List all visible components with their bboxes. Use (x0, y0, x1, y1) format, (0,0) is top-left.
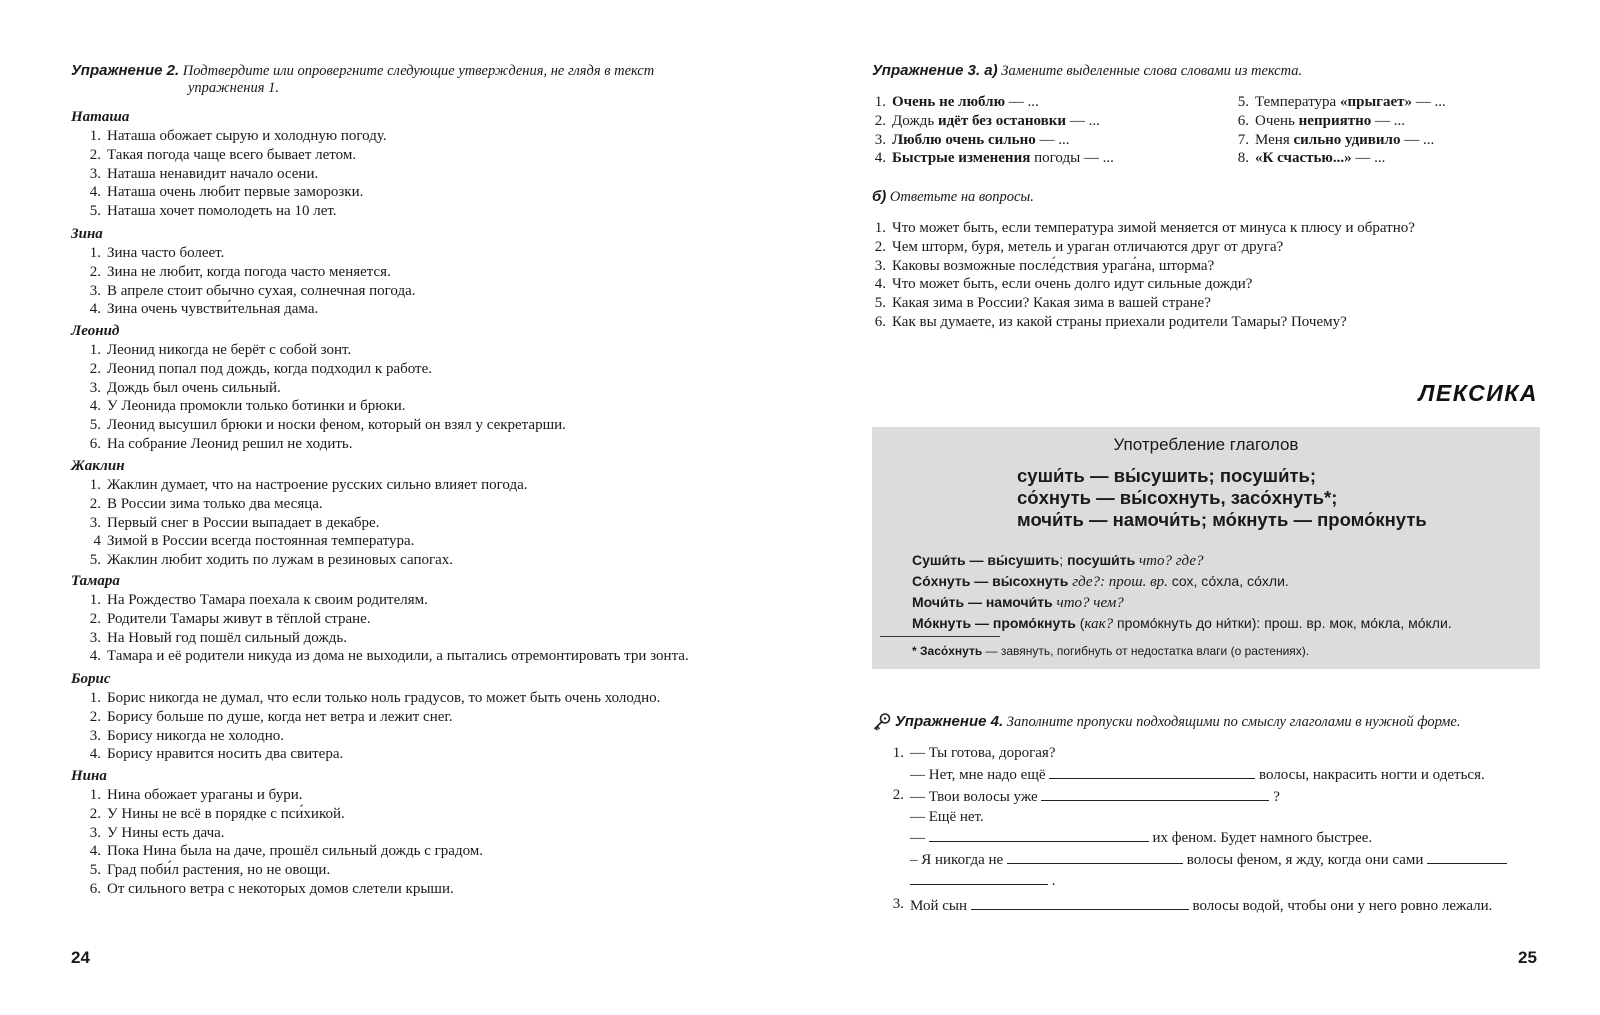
grammar-box-title: Употребление глаголов (1113, 435, 1299, 454)
item-number: 5. (1237, 94, 1249, 110)
statement-item (87, 282, 416, 301)
exercise-4-item (890, 786, 1507, 892)
dialogue-line: Мой сын (910, 897, 971, 914)
statement-text: В России зима только два месяца. (107, 495, 323, 512)
statement-text: Борису больше по душе, когда нет ветра и лежит снег. (107, 708, 453, 725)
dialogue-line-mid: волосы феном, я жду, когда они сами (1182, 851, 1428, 868)
statement-list (87, 341, 566, 454)
footnote-term: * Засо́хнуть (912, 644, 983, 658)
character-name: Наташа (71, 109, 130, 125)
question-item (872, 257, 1415, 276)
exercise-3-column-1 (872, 93, 1114, 168)
question-item (872, 275, 1415, 294)
statement-item (87, 708, 660, 727)
question-item (872, 313, 1415, 332)
verb-rule (912, 592, 1452, 613)
plain-text: — ... (1351, 150, 1386, 167)
character-name: Борис (71, 671, 111, 687)
statement-item (87, 727, 660, 746)
dialogue-line: — (910, 830, 929, 846)
exercise-4-items (890, 744, 1507, 916)
dialogue-line: – Я никогда не (910, 851, 1007, 868)
item-number: 1. (89, 787, 101, 803)
plain-text: Дождь (892, 112, 938, 129)
rule-question: что? чем? (1056, 595, 1124, 611)
character-name: Жаклин (71, 458, 125, 474)
character-name: Тамара (71, 573, 120, 589)
statement-item (87, 861, 483, 880)
statement-text: Борису никогда не холодно. (107, 727, 285, 744)
statement-item (87, 476, 527, 495)
item-number: 4. (89, 843, 101, 860)
statement-item (87, 745, 660, 764)
item-number: 3. (89, 379, 101, 396)
footnote (912, 644, 1309, 658)
dialogue-line-end: . (1048, 873, 1056, 889)
dialogue-line-end: ? (1269, 789, 1280, 805)
statement-text: Зина очень чувстви́тельная дама. (107, 301, 319, 318)
fill-blank[interactable] (1041, 786, 1269, 801)
fill-blank[interactable] (910, 870, 1048, 885)
statement-item (87, 610, 689, 629)
statement-text: Леонид попал под дождь, когда подходил к работе. (107, 360, 432, 377)
verb-rule (912, 571, 1452, 592)
statement-item (87, 146, 387, 165)
statement-text: Тамара и её родители никуда из дома не выходили, а пытались отремонтировать три зонта. (107, 648, 689, 665)
item-number: 4. (89, 398, 101, 415)
exercise-3b-instruction: Ответьте на вопросы. (889, 189, 1034, 205)
item-number: 3. (89, 282, 101, 299)
grammar-box (872, 427, 1540, 669)
statement-text: Борису нравится носить два свитера. (107, 746, 344, 763)
exercise-3-column-2 (1235, 93, 1446, 168)
item-number: 6. (1237, 112, 1249, 129)
statement-item (87, 127, 387, 146)
exercise-4-item (890, 744, 1507, 785)
item-number: 2. (892, 787, 904, 803)
exercise-4-instruction: Заполните пропуски подходящими по смыслу глаголами в нужной форме. (1006, 714, 1461, 730)
item-number: 8. (1237, 150, 1249, 167)
statement-text: Нина обожает ураганы и бури. (107, 787, 303, 803)
item-number: 3. (874, 257, 886, 274)
plain-text: — ... (1066, 112, 1100, 129)
statement-item (87, 435, 566, 454)
item-number: 1. (89, 690, 101, 706)
plain-text: — ... (1412, 94, 1446, 110)
plain-text: — ... (1371, 112, 1405, 129)
substitution-item (872, 93, 1114, 112)
exercise-2-instruction-cont: упражнения 1. (188, 80, 279, 96)
rule-separator: ; (1059, 552, 1068, 568)
statement-text: Наташа хочет помолодеть на 10 лет. (107, 203, 337, 220)
item-number: 5. (89, 862, 101, 879)
item-number: 3. (89, 514, 101, 531)
statement-text: Родители Тамары живут в тёплой стране. (107, 610, 371, 627)
item-number: 4. (89, 746, 101, 763)
question-item (872, 219, 1415, 238)
statement-text: Первый снег в России выпадает в декабре. (107, 514, 380, 531)
item-number: 3. (874, 131, 886, 148)
rule-question: как? (1084, 616, 1114, 632)
verb-rule (912, 550, 1452, 571)
character-name: Леонид (71, 323, 120, 339)
item-number: 3. (89, 629, 101, 646)
statement-text: Жаклин любит ходить по лужам в резиновых сапогах. (107, 552, 454, 569)
plain-text: — ... (1035, 131, 1070, 148)
question-text: Чем шторм, буря, метель и ураган отличаются друг от друга? (892, 238, 1284, 255)
statement-list (87, 591, 689, 666)
plain-text: Меня (1255, 131, 1294, 148)
substitution-item (872, 131, 1114, 150)
item-number: 7. (1237, 131, 1249, 148)
fill-blank[interactable] (929, 827, 1149, 842)
statement-item (87, 379, 566, 398)
highlighted-phrase: Очень не люблю (892, 94, 1006, 110)
rule-question: где?: прош. вр. (1072, 574, 1168, 590)
exercise-4-header (895, 713, 1460, 731)
rule-separator: ( (1075, 615, 1085, 631)
dialogue-line: — Нет, мне надо ещё (910, 766, 1050, 783)
statement-text: Дождь был очень сильный. (107, 379, 281, 396)
exercise-3b-header (872, 188, 1034, 206)
highlighted-phrase: «прыгает» (1339, 94, 1413, 110)
fill-blank[interactable] (1007, 849, 1183, 864)
statement-list (87, 689, 660, 764)
item-number: 5. (89, 552, 101, 569)
verb-forms: посуши́ть (1067, 552, 1136, 568)
statement-text: У Леонида промокли только ботинки и брюки. (107, 398, 406, 415)
rule-text: сох, со́хла, со́хли. (1167, 573, 1289, 589)
statement-item (87, 647, 689, 666)
exercise-2-header (71, 62, 654, 97)
item-number: 6. (874, 313, 886, 330)
statement-text: У Нины есть дача. (107, 824, 225, 841)
statement-text: Град поби́л растения, но не овощи. (107, 862, 331, 879)
page-number-right: 25 (1518, 948, 1537, 967)
statement-text: На собрание Леонид решил не ходить. (107, 435, 353, 452)
verb-pairs (1017, 465, 1427, 531)
item-number: 1. (89, 477, 101, 493)
item-number: 1. (89, 592, 101, 608)
statement-item (87, 360, 566, 379)
character-name: Нина (71, 768, 107, 784)
statement-text: Зимой в России всегда постоянная температура. (107, 533, 415, 550)
item-number: 1. (892, 745, 904, 761)
fill-blank[interactable] (971, 895, 1189, 910)
exercise-3-instruction: Замените выделенные слова словами из текста. (1001, 63, 1303, 79)
statement-item (87, 591, 689, 610)
item-number: 4. (89, 184, 101, 201)
statement-item (87, 244, 416, 263)
item-number: 4. (874, 276, 886, 293)
exercise-3b-label: б) (872, 188, 887, 205)
statement-item (87, 495, 527, 514)
statement-text: От сильного ветра с некоторых домов слетели крыши. (107, 880, 454, 897)
highlighted-phrase: «К счастью...» (1255, 150, 1352, 167)
highlighted-phrase: Быстрые изменения (892, 150, 1031, 167)
item-number: 3. (89, 165, 101, 182)
statement-text: Борис никогда не думал, что если только ноль градусов, то может быть очень холодно. (107, 690, 661, 706)
item-number: 2. (89, 805, 101, 822)
statement-list (87, 476, 527, 570)
statement-text: Зина часто болеет. (107, 245, 225, 261)
verb-pair-line: суши́ть — вы́сушить; посуши́ть; (1017, 465, 1317, 486)
statement-text: На Рождество Тамара поехала к своим родителям. (107, 592, 428, 608)
statement-text: В апреле стоит обычно сухая, солнечная погода. (107, 282, 416, 299)
verb-forms: Суши́ть — вы́сушить (912, 552, 1060, 568)
substitution-item (1235, 149, 1446, 168)
statement-item (87, 183, 387, 202)
statement-item (87, 341, 566, 360)
plain-text: Очень (1255, 112, 1299, 129)
exercise-2-instruction: Подтвердите или опровергните следующие утверждения, не глядя в текст (182, 63, 655, 79)
statement-item (87, 397, 566, 416)
character-name: Зина (71, 226, 103, 242)
fill-blank[interactable] (1427, 849, 1507, 864)
item-number: 1. (874, 220, 886, 236)
key-icon (872, 712, 892, 732)
item-number: 1. (89, 245, 101, 261)
question-text: Какая зима в России? Какая зима в вашей стране? (892, 295, 1211, 312)
exercise-4-item (890, 895, 1507, 917)
statement-item (87, 165, 387, 184)
item-number: 2. (89, 146, 101, 163)
verb-pair-line: мочи́ть — намочи́ть; мо́кнуть — промо́кнуть (1017, 509, 1427, 530)
statement-list (87, 786, 483, 899)
item-number: 2. (89, 263, 101, 280)
item-number: 4. (89, 301, 101, 318)
statement-item (87, 880, 483, 899)
exercise-3-label: Упражнение 3. а) (872, 62, 998, 79)
statement-item (87, 824, 483, 843)
rule-question: что? где? (1135, 553, 1204, 569)
statement-text: Леонид никогда не берёт с собой зонт. (107, 342, 352, 358)
dialogue-line-end: их феном. Будет намного быстрее. (1148, 830, 1373, 846)
plain-text: Температура (1255, 94, 1340, 110)
statement-text: Наташа очень любит первые заморозки. (107, 184, 364, 201)
statement-text: Жаклин думает, что на настроение русских сильно влияет погода. (107, 477, 528, 493)
exercise-2-label: Упражнение 2. (71, 62, 180, 79)
verb-rule (912, 613, 1452, 634)
item-number: 2. (874, 238, 886, 255)
verb-rules (912, 550, 1452, 634)
item-number: 3. (89, 824, 101, 841)
statement-text: Зина не любит, когда погода часто меняется. (107, 263, 391, 280)
item-number: 1. (89, 342, 101, 358)
exercise-3b-questions (872, 219, 1415, 332)
highlighted-phrase: Люблю очень сильно (892, 131, 1036, 148)
page-number-left: 24 (71, 948, 90, 967)
highlighted-phrase: идёт без остановки (937, 112, 1067, 129)
statement-item (87, 551, 527, 570)
item-number: 3. (89, 727, 101, 744)
statement-text: Наташа ненавидит начало осени. (107, 165, 319, 182)
statement-item (87, 514, 527, 533)
statement-item (87, 689, 660, 708)
statement-text: На Новый год пошёл сильный дождь. (107, 629, 347, 646)
rule-text: промо́кнуть до ни́тки): прош. вр. мок, мо́кла, мо́кли. (1113, 615, 1452, 631)
item-number: 2. (874, 112, 886, 129)
item-number: 5. (89, 203, 101, 220)
item-number: 3. (892, 895, 904, 912)
question-text: Что может быть, если очень долго идут сильные дожди? (892, 276, 1253, 293)
substitution-item (872, 149, 1114, 168)
item-number: 1. (89, 128, 101, 144)
dialogue-line: — Ещё нет. (910, 808, 984, 825)
verb-pair-line: со́хнуть — вы́сохнуть, засо́хнуть*; (1017, 487, 1338, 508)
item-number: 5. (89, 417, 101, 434)
item-number: 2. (89, 708, 101, 725)
question-text: Как вы думаете, из какой страны приехали родители Тамары? Почему? (892, 313, 1347, 330)
dialogue-line-end: волосы, накрасить ногти и одеться. (1255, 766, 1485, 783)
exercise-4-label: Упражнение 4. (895, 713, 1004, 730)
footnote-divider (880, 636, 1000, 637)
verb-forms: Со́хнуть — вы́сохнуть (912, 573, 1069, 589)
item-number: 6. (89, 880, 101, 897)
statement-item (87, 263, 416, 282)
substitution-item (1235, 93, 1446, 112)
highlighted-phrase: неприятно (1298, 112, 1372, 129)
question-item (872, 238, 1415, 257)
statement-text: У Нины не всё в порядке с пси́хикой. (107, 805, 345, 822)
highlighted-phrase: сильно удивило (1293, 131, 1401, 148)
plain-text: погоды — ... (1030, 150, 1114, 167)
item-number: 4. (89, 648, 101, 665)
item-number: 6. (89, 435, 101, 452)
verb-forms: Мо́кнуть — промо́кнуть (912, 615, 1076, 631)
substitution-item (872, 112, 1114, 131)
section-title-leksika: ЛЕКСИКА (1418, 380, 1538, 406)
statement-text: Пока Нина была на даче, прошёл сильный дождь с градом. (107, 843, 484, 860)
statement-item (87, 786, 483, 805)
statement-item (87, 532, 527, 551)
verb-forms: Мочи́ть — намочи́ть (912, 594, 1053, 610)
item-number: 1. (874, 94, 886, 110)
dialogue-line-end: волосы водой, чтобы они у него ровно лежали. (1188, 897, 1493, 914)
statement-list (87, 244, 416, 319)
statement-item (87, 416, 566, 435)
statement-text: Леонид высушил брюки и носки феном, который он взял у секретарши. (107, 417, 566, 434)
statement-item (87, 202, 387, 221)
item-number: 2. (89, 360, 101, 377)
statement-text: Такая погода чаще всего бывает летом. (107, 146, 357, 163)
item-number: 5. (874, 295, 886, 312)
item-number: 4. (874, 150, 886, 167)
statement-item (87, 300, 416, 319)
footnote-text: — завянуть, погибнуть от недостатка влаги (о растениях). (982, 644, 1310, 658)
substitution-item (1235, 131, 1446, 150)
question-text: Что может быть, если температура зимой меняется от минуса к плюсу и обратно? (892, 220, 1415, 236)
item-number: 2. (89, 495, 101, 512)
dialogue-line: — Твои волосы уже (910, 789, 1042, 805)
plain-text: — ... (1400, 131, 1435, 148)
statement-text: Наташа обожает сырую и холодную погоду. (107, 128, 387, 144)
item-number: 4 (93, 533, 101, 550)
exercise-3-header (872, 62, 1302, 80)
question-item (872, 294, 1415, 313)
fill-blank[interactable] (1049, 764, 1255, 779)
plain-text: — ... (1005, 94, 1039, 110)
question-text: Каковы возможные после́дствия урага́на, шторма? (892, 257, 1215, 274)
statement-item (87, 842, 483, 861)
statement-item (87, 629, 689, 648)
statement-item (87, 805, 483, 824)
statement-list (87, 127, 387, 221)
item-number: 2. (89, 610, 101, 627)
substitution-item (1235, 112, 1446, 131)
dialogue-line: — Ты готова, дорогая? (910, 745, 1056, 761)
